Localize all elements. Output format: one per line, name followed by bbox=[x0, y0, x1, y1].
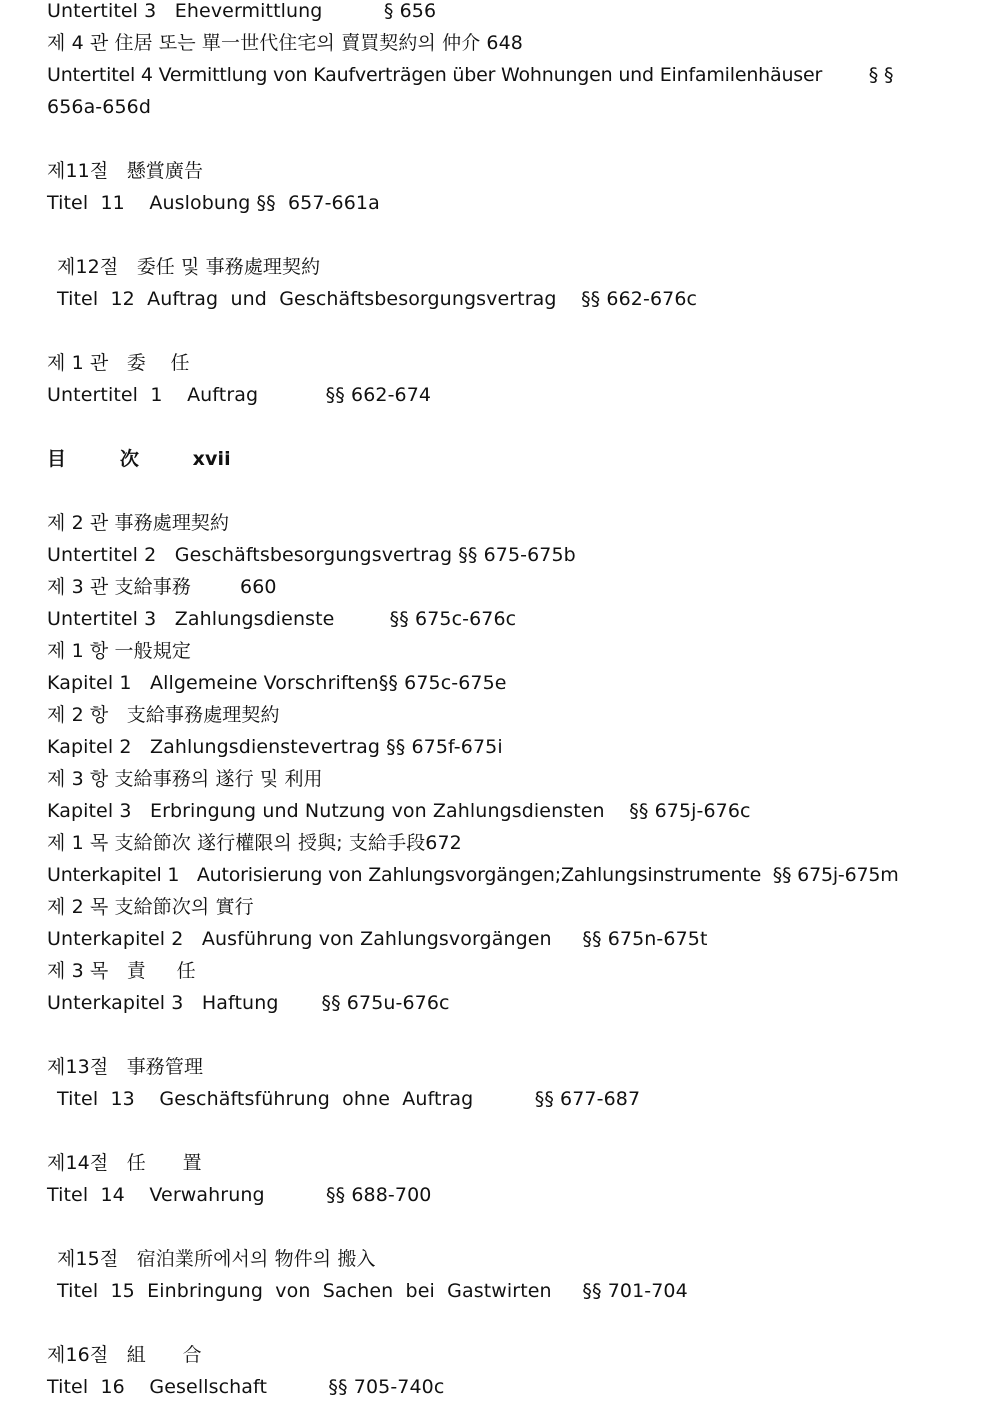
blank-line bbox=[47, 480, 952, 512]
blank-line bbox=[47, 128, 952, 160]
subsection-heading: 제 2 항 支給事務處理契約 bbox=[47, 704, 280, 726]
section-heading: 제15절 宿泊業所에서의 物件의 搬入 bbox=[57, 1248, 376, 1270]
blank-line bbox=[47, 1024, 952, 1056]
toc-line: Titel 12 Auftrag und Geschäftsbesorgungsvertrag §§ 662-676c bbox=[57, 288, 698, 310]
toc-line: 656a-656d bbox=[47, 96, 151, 118]
subsection-heading: 제 3 항 支給事務의 遂行 및 利用 bbox=[47, 768, 323, 790]
subsection-heading: 제 2 목 支給節次의 實行 bbox=[47, 896, 254, 918]
subsection-heading: 제 3 목 責 任 bbox=[47, 960, 196, 982]
section-heading: 제14절 任 置 bbox=[47, 1152, 202, 1174]
blank-line bbox=[47, 1312, 952, 1344]
toc-line: 제 4 관 住居 또는 單一世代住宅의 賣買契約의 仲介 648 bbox=[47, 32, 523, 54]
document-page bbox=[47, 0, 952, 1408]
section-heading: 제11절 懸賞廣告 bbox=[47, 160, 204, 182]
toc-line: Titel 16 Gesellschaft §§ 705-740c bbox=[47, 1376, 445, 1398]
subsection-heading: 제 3 관 支給事務 660 bbox=[47, 576, 277, 598]
subsection-heading: 제 2 관 事務處理契約 bbox=[47, 512, 230, 534]
toc-line: Unterkapitel 2 Ausführung von Zahlungsvorgängen §§ 675n-675t bbox=[47, 928, 708, 950]
toc-line: Titel 14 Verwahrung §§ 688-700 bbox=[47, 1184, 432, 1206]
blank-line bbox=[47, 320, 952, 352]
toc-line: Kapitel 2 Zahlungsdienstevertrag §§ 675f-675i bbox=[47, 736, 503, 758]
toc-line: Untertitel 1 Auftrag §§ 662-674 bbox=[47, 384, 432, 406]
blank-line bbox=[47, 224, 952, 256]
toc-line: Kapitel 3 Erbringung und Nutzung von Zahlungsdiensten §§ 675j-676c bbox=[47, 800, 751, 822]
blank-line bbox=[47, 416, 952, 448]
blank-line bbox=[47, 1216, 952, 1248]
toc-line: Untertitel 4 Vermittlung von Kaufverträgen über Wohnungen und Einfamilenhäuser § § bbox=[47, 64, 894, 86]
toc-line: Unterkapitel 1 Autorisierung von Zahlungsvorgängen;Zahlungsinstrumente §§ 675j-675m bbox=[47, 864, 899, 886]
section-heading: 제13절 事務管理 bbox=[47, 1056, 204, 1078]
toc-line: Untertitel 3 Ehevermittlung § 656 bbox=[47, 0, 437, 22]
subsection-heading: 제 1 관 委 任 bbox=[47, 352, 190, 374]
page-running-header: 目 次 xvii bbox=[47, 448, 231, 470]
section-heading: 제16절 組 合 bbox=[47, 1344, 202, 1366]
subsection-heading: 제 1 항 一般規定 bbox=[47, 640, 191, 662]
toc-line: Titel 15 Einbringung von Sachen bei Gastwirten §§ 701-704 bbox=[57, 1280, 688, 1302]
toc-line: Untertitel 3 Zahlungsdienste §§ 675c-676c bbox=[47, 608, 517, 630]
toc-line: Titel 11 Auslobung §§ 657-661a bbox=[47, 192, 380, 214]
subsection-heading: 제 1 목 支給節次 遂行權限의 授與; 支給手段672 bbox=[47, 832, 462, 854]
toc-line: Untertitel 2 Geschäftsbesorgungsvertrag §§ 675-675b bbox=[47, 544, 576, 566]
section-heading: 제12절 委任 및 事務處理契約 bbox=[57, 256, 321, 278]
toc-line: Titel 13 Geschäftsführung ohne Auftrag §§ 677-687 bbox=[57, 1088, 641, 1110]
toc-line: Unterkapitel 3 Haftung §§ 675u-676c bbox=[47, 992, 450, 1014]
toc-line: Kapitel 1 Allgemeine Vorschriften§§ 675c-675e bbox=[47, 672, 507, 694]
blank-line bbox=[47, 1120, 952, 1152]
